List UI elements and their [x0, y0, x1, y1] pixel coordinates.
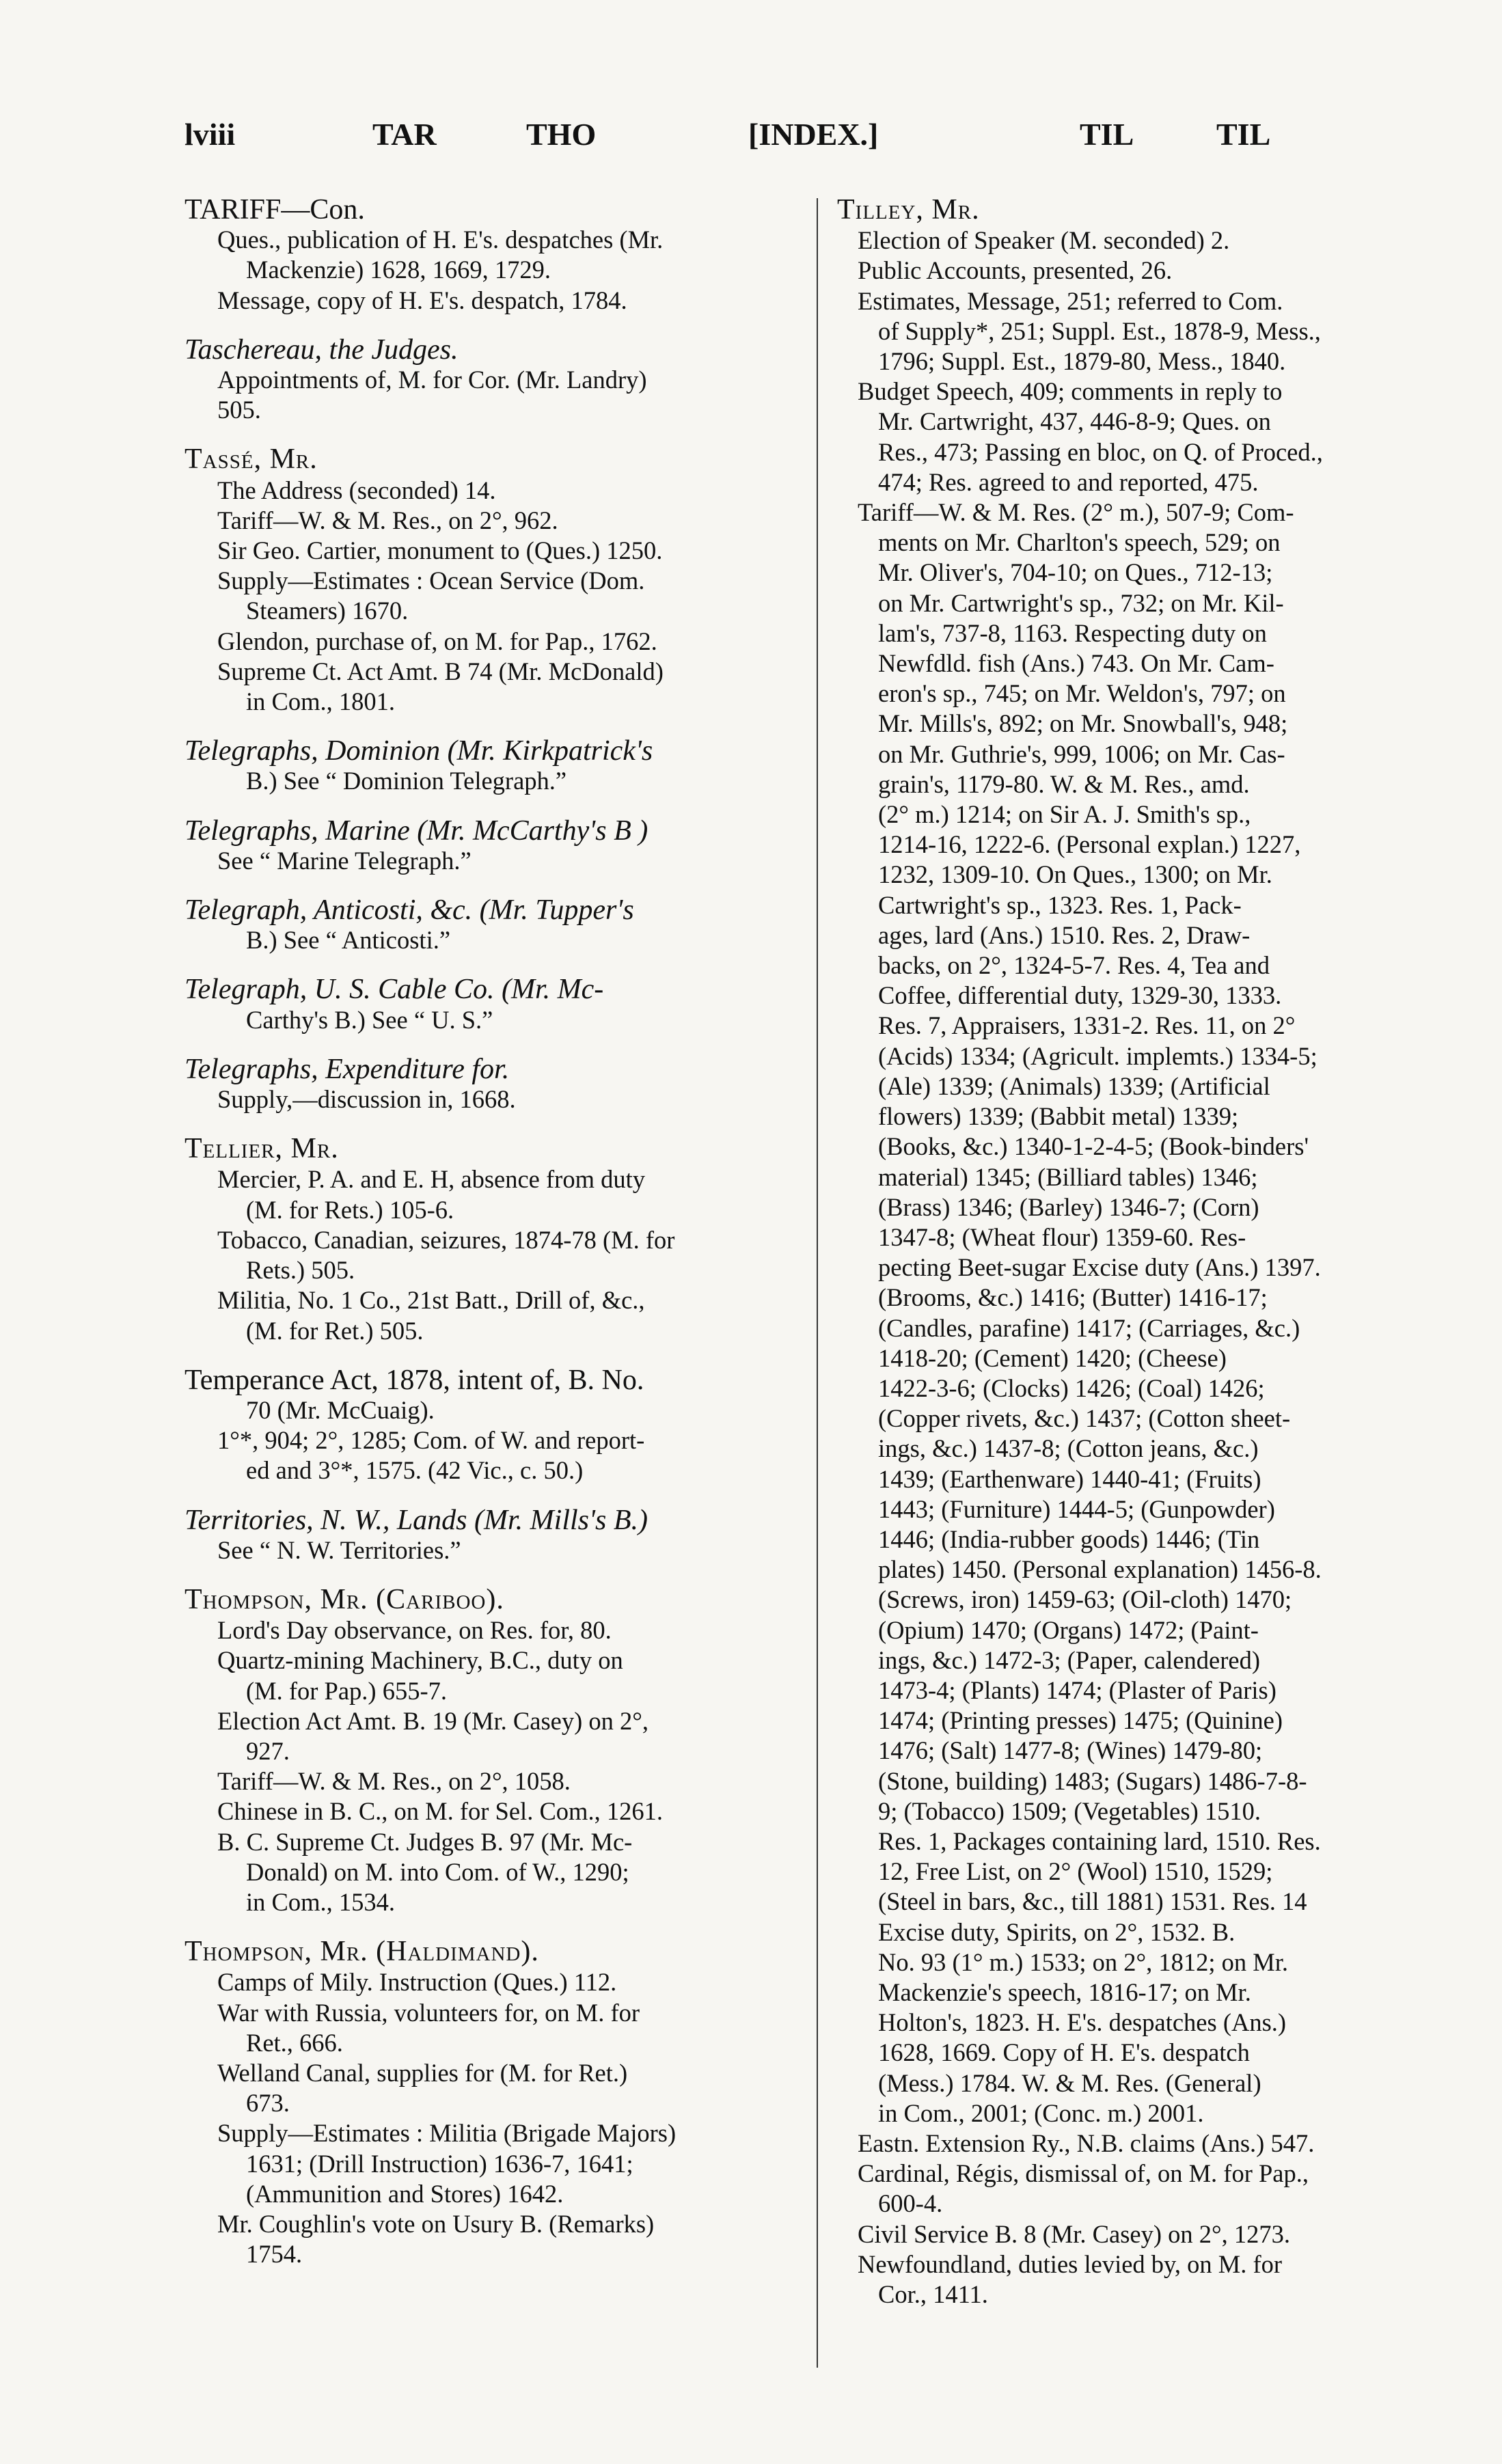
entry-line: Coffee, differential duty, 1329-30, 1333. [878, 981, 1282, 1010]
entry-line: Public Accounts, presented, 26. [858, 256, 1173, 285]
entry-line: Mackenzie) 1628, 1669, 1729. [246, 256, 551, 284]
index-entry [185, 1505, 789, 1565]
entry-line: No. 93 (1° m.) 1533; on 2°, 1812; on Mr. [878, 1947, 1289, 1976]
entry-line: (Ammunition and Stores) 1642. [246, 2179, 564, 2208]
entry-heading: Thompson, Mr. (Cariboo). [185, 1583, 504, 1615]
entry-line: on Mr. Guthrie's, 999, 1006; on Mr. Cas- [878, 739, 1285, 768]
entry-line: (Candles, parafine) 1417; (Carriages, &c.) [878, 1313, 1300, 1342]
entry-line: (Brass) 1346; (Barley) 1346-7; (Corn) [878, 1192, 1259, 1221]
entry-line: on Mr. Cartwright's sp., 732; on Mr. Kil- [878, 588, 1284, 617]
entry-heading: Telegraphs, Dominion (Mr. Kirkpatrick's [185, 735, 653, 767]
entry-line: (Brooms, &c.) 1416; (Butter) 1416-17; [878, 1283, 1268, 1312]
entry-line: See “ Marine Telegraph.” [217, 846, 472, 875]
header-left-a: TAR [372, 117, 437, 152]
entry-line: (Books, &c.) 1340-1-2-4-5; (Book-binders' [878, 1132, 1309, 1161]
entry-line: Res., 473; Passing en bloc, on Q. of Proced., [878, 437, 1323, 466]
entry-line: (Opium) 1470; (Organs) 1472; (Paint- [878, 1615, 1259, 1644]
entry-line: ages, lard (Ans.) 1510. Res. 2, Draw- [878, 920, 1251, 949]
entry-line: Tariff—W. & M. Res., on 2°, 962. [217, 506, 558, 534]
entry-line: Message, copy of H. E's. despatch, 1784. [217, 286, 627, 314]
entry-line: Tariff—W. & M. Res. (2° m.), 507-9; Com- [858, 498, 1294, 527]
entry-line: ed and 3°*, 1575. (42 Vic., c. 50.) [246, 1456, 584, 1485]
entry-heading: Taschereau, the Judges. [185, 333, 459, 366]
entry-line: Mercier, P. A. and E. H, absence from duty [217, 1165, 645, 1194]
entry-line: (Mess.) 1784. W. & M. Res. (General) [878, 2068, 1261, 2097]
entry-line: Ret., 666. [246, 2028, 343, 2057]
entry-line: Welland Canal, supplies for (M. for Ret.) [217, 2058, 628, 2087]
entry-line: 1418-20; (Cement) 1420; (Cheese) [878, 1343, 1227, 1372]
index-entry [185, 974, 789, 1035]
entry-line: Civil Service B. 8 (Mr. Casey) on 2°, 1273. [858, 2219, 1291, 2248]
entry-line: (Steel in bars, &c., till 1881) 1531. Res. 14 [878, 1887, 1307, 1916]
entry-heading: Telegraphs, Expenditure for. [185, 1053, 510, 1085]
index-entry [185, 195, 789, 316]
entry-line: Eastn. Extension Ry., N.B. claims (Ans.) 547. [858, 2129, 1315, 2157]
left-column [185, 195, 789, 2288]
entry-line: 1232, 1309-10. On Ques., 1300; on Mr. [878, 860, 1272, 889]
entry-line: The Address (seconded) 14. [217, 476, 496, 504]
entry-line: Election Act Amt. B. 19 (Mr. Casey) on 2°, [217, 1706, 648, 1735]
entry-line: Steamers) 1670. [246, 597, 409, 625]
entry-line: Rets.) 505. [246, 1256, 355, 1285]
entry-line: Lord's Day observance, on Res. for, 80. [217, 1616, 612, 1645]
entry-heading: Tassé, Mr. [185, 443, 318, 476]
index-entry [185, 1134, 789, 1345]
entry-line: in Com., 1801. [246, 687, 396, 716]
entry-line: (M. for Ret.) 505. [246, 1316, 424, 1345]
entry-line: Newfdld. fish (Ans.) 743. On Mr. Cam- [878, 649, 1274, 678]
entry-heading: Temperance Act, 1878, intent of, B. No. [185, 1364, 644, 1396]
entry-line: 1443; (Furniture) 1444-5; (Gunpowder) [878, 1494, 1275, 1523]
entry-line: Cartwright's sp., 1323. Res. 1, Pack- [878, 890, 1242, 919]
entry-line: of Supply*, 251; Suppl. Est., 1878-9, Mess., [878, 316, 1321, 345]
entry-line: Camps of Mily. Instruction (Ques.) 112. [217, 1968, 617, 1997]
entry-line: (M. for Rets.) 105-6. [246, 1195, 454, 1224]
entry-line: 1796; Suppl. Est., 1879-80, Mess., 1840. [878, 347, 1286, 376]
header-left-b: THO [526, 117, 597, 152]
entry-line: lam's, 737-8, 1163. Respecting duty on [878, 618, 1267, 647]
entry-line: 1473-4; (Plants) 1474; (Plaster of Paris) [878, 1675, 1276, 1704]
entry-line: backs, on 2°, 1324-5-7. Res. 4, Tea and [878, 951, 1270, 980]
entry-line: Mr. Mills's, 892; on Mr. Snowball's, 948; [878, 709, 1288, 738]
entry-line: in Com., 2001; (Conc. m.) 2001. [878, 2098, 1204, 2127]
entry-line: 1628, 1669. Copy of H. E's. despatch [878, 2038, 1250, 2067]
header-center: [INDEX.] [748, 117, 879, 152]
entry-heading: Territories, N. W., Lands (Mr. Mills's B.) [185, 1504, 648, 1536]
entry-line: 600-4. [878, 2189, 943, 2218]
entry-line: Election of Speaker (M. seconded) 2. [858, 226, 1230, 255]
index-entry [185, 444, 789, 717]
entry-line: Mr. Cartwright, 437, 446-8-9; Ques. on [878, 407, 1271, 436]
entry-heading: Thompson, Mr. (Haldimand). [185, 1936, 539, 1968]
entry-line: 12, Free List, on 2° (Wool) 1510, 1529; [878, 1857, 1273, 1886]
entry-line: Tobacco, Canadian, seizures, 1874-78 (M. for [217, 1225, 675, 1254]
index-entry [185, 895, 789, 955]
entry-line: Holton's, 1823. H. E's. despatches (Ans.) [878, 2008, 1287, 2037]
entry-line: B. C. Supreme Ct. Judges B. 97 (Mr. Mc- [217, 1827, 633, 1856]
entry-line: Mr. Coughlin's vote on Usury B. (Remarks) [217, 2209, 655, 2238]
entry-line: Res. 1, Packages containing lard, 1510. Res. [878, 1826, 1321, 1855]
index-entry [185, 816, 789, 876]
entry-heading: Telegraph, Anticosti, &c. (Mr. Tupper's [185, 894, 634, 927]
entry-line: (Acids) 1334; (Agricult. implemts.) 1334-5; [878, 1041, 1317, 1070]
page-number: lviii [185, 117, 236, 152]
entry-line: (2° m.) 1214; on Sir A. J. Smith's sp., [878, 800, 1251, 829]
entry-line: Sir Geo. Cartier, monument to (Ques.) 1250. [217, 536, 663, 565]
entry-line: See “ N. W. Territories.” [217, 1535, 461, 1564]
entry-line: 1439; (Earthenware) 1440-41; (Fruits) [878, 1464, 1261, 1493]
entry-line: 505. [217, 396, 261, 424]
entry-line: (Stone, building) 1483; (Sugars) 1486-7-8- [878, 1766, 1307, 1795]
entry-line: Cor., 1411. [878, 2280, 988, 2309]
entry-line: Tariff—W. & M. Res., on 2°, 1058. [217, 1767, 571, 1796]
index-entry [185, 1585, 789, 1917]
index-entry [185, 736, 789, 796]
entry-line: B.) See “ Dominion Telegraph.” [246, 767, 567, 795]
entry-line: pecting Beet-sugar Excise duty (Ans.) 1397. [878, 1253, 1321, 1282]
entry-line: Mr. Oliver's, 704-10; on Ques., 712-13; [878, 558, 1273, 587]
entry-line: Supply—Estimates : Militia (Brigade Majors) [217, 2119, 677, 2148]
entry-line: (Copper rivets, &c.) 1437; (Cotton sheet- [878, 1404, 1291, 1433]
entry-line: eron's sp., 745; on Mr. Weldon's, 797; on [878, 679, 1286, 708]
entry-line: ings, &c.) 1437-8; (Cotton jeans, &c.) [878, 1434, 1259, 1463]
entry-line: 474; Res. agreed to and reported, 475. [878, 467, 1259, 496]
header-right-b: TIL [1216, 117, 1271, 152]
index-entry [185, 1054, 789, 1114]
entry-line: 1°*, 904; 2°, 1285; Com. of W. and report- [217, 1426, 645, 1455]
entry-line: Carthy's B.) See “ U. S.” [246, 1005, 493, 1034]
entry-line: 70 (Mr. McCuaig). [246, 1395, 435, 1424]
entry-line: Ques., publication of H. E's. despatches (Mr. [217, 225, 664, 254]
entry-line: in Com., 1534. [246, 1887, 396, 1916]
entry-line: Quartz-mining Machinery, B.C., duty on [217, 1646, 623, 1675]
entry-line: Budget Speech, 409; comments in reply to [858, 377, 1283, 406]
entry-line: flowers) 1339; (Babbit metal) 1339; [878, 1102, 1239, 1131]
entry-line: 1474; (Printing presses) 1475; (Quinine) [878, 1706, 1283, 1735]
entry-line: War with Russia, volunteers for, on M. for [217, 1998, 640, 2027]
entry-line: 927. [246, 1736, 290, 1765]
entry-line: 9; (Tobacco) 1509; (Vegetables) 1510. [878, 1796, 1261, 1825]
entry-line: Cardinal, Régis, dismissal of, on M. for Pap., [858, 2159, 1309, 2188]
entry-line: (Screws, iron) 1459-63; (Oil-cloth) 1470; [878, 1585, 1292, 1614]
entry-line: 1631; (Drill Instruction) 1636-7, 1641; [246, 2149, 633, 2178]
entry-line: Militia, No. 1 Co., 21st Batt., Drill of, &c., [217, 1286, 645, 1315]
entry-line: Supreme Ct. Act Amt. B 74 (Mr. McDonald) [217, 657, 664, 685]
entry-heading: Telegraphs, Marine (Mr. McCarthy's B ) [185, 815, 648, 847]
entry-line: Supply—Estimates : Ocean Service (Dom. [217, 566, 645, 595]
index-entry [185, 1365, 789, 1486]
entry-line: Appointments of, M. for Cor. (Mr. Landry) [217, 366, 647, 394]
entry-line: 1476; (Salt) 1477-8; (Wines) 1479-80; [878, 1736, 1263, 1765]
index-entry [185, 1936, 789, 2269]
entry-line: material) 1345; (Billiard tables) 1346; [878, 1162, 1258, 1191]
entry-heading: TARIFF—Con. [185, 194, 365, 225]
entry-line: B.) See “ Anticosti.” [246, 926, 451, 955]
entry-heading: Telegraph, U. S. Cable Co. (Mr. Mc- [185, 974, 604, 1006]
entry-heading: Tilley, Mr. [837, 194, 980, 225]
entry-line: ings, &c.) 1472-3; (Paper, calendered) [878, 1645, 1261, 1674]
entry-line: ments on Mr. Charlton's speech, 529; on [878, 528, 1281, 557]
column-divider [817, 198, 818, 2368]
entry-line: plates) 1450. (Personal explanation) 1456-8. [878, 1555, 1322, 1584]
entry-line: Newfoundland, duties levied by, on M. for [858, 2249, 1283, 2278]
header-right-a: TIL [1080, 117, 1134, 152]
entry-line: (Ale) 1339; (Animals) 1339; (Artificial [878, 1071, 1270, 1100]
entry-line: Supply,—discussion in, 1668. [217, 1085, 516, 1114]
entry-line: 1214-16, 1222-6. (Personal explan.) 1227, [878, 830, 1301, 859]
entry-line: 1754. [246, 2240, 303, 2269]
entry-line: Glendon, purchase of, on M. for Pap., 1762. [217, 627, 657, 655]
entry-line: 1422-3-6; (Clocks) 1426; (Coal) 1426; [878, 1373, 1265, 1402]
entry-line: 1347-8; (Wheat flour) 1359-60. Res- [878, 1222, 1246, 1251]
index-entry [185, 335, 789, 426]
entry-line: 1446; (India-rubber goods) 1446; (Tin [878, 1524, 1260, 1553]
running-header [185, 116, 1305, 164]
right-column [837, 195, 1442, 2310]
entry-line: (M. for Pap.) 655-7. [246, 1676, 447, 1705]
entry-line: Res. 7, Appraisers, 1331-2. Res. 11, on 2° [878, 1011, 1296, 1040]
entry-line: Estimates, Message, 251; referred to Com. [858, 286, 1283, 315]
entry-line: 673. [246, 2089, 290, 2118]
entry-line: Excise duty, Spirits, on 2°, 1532. B. [878, 1917, 1235, 1946]
entry-line: Chinese in B. C., on M. for Sel. Com., 1261. [217, 1797, 663, 1826]
entry-heading: Tellier, Mr. [185, 1133, 339, 1165]
entry-line: Donald) on M. into Com. of W., 1290; [246, 1857, 629, 1886]
entry-line: Mackenzie's speech, 1816-17; on Mr. [878, 1977, 1251, 2006]
entry-line: grain's, 1179-80. W. & M. Res., amd. [878, 769, 1250, 798]
